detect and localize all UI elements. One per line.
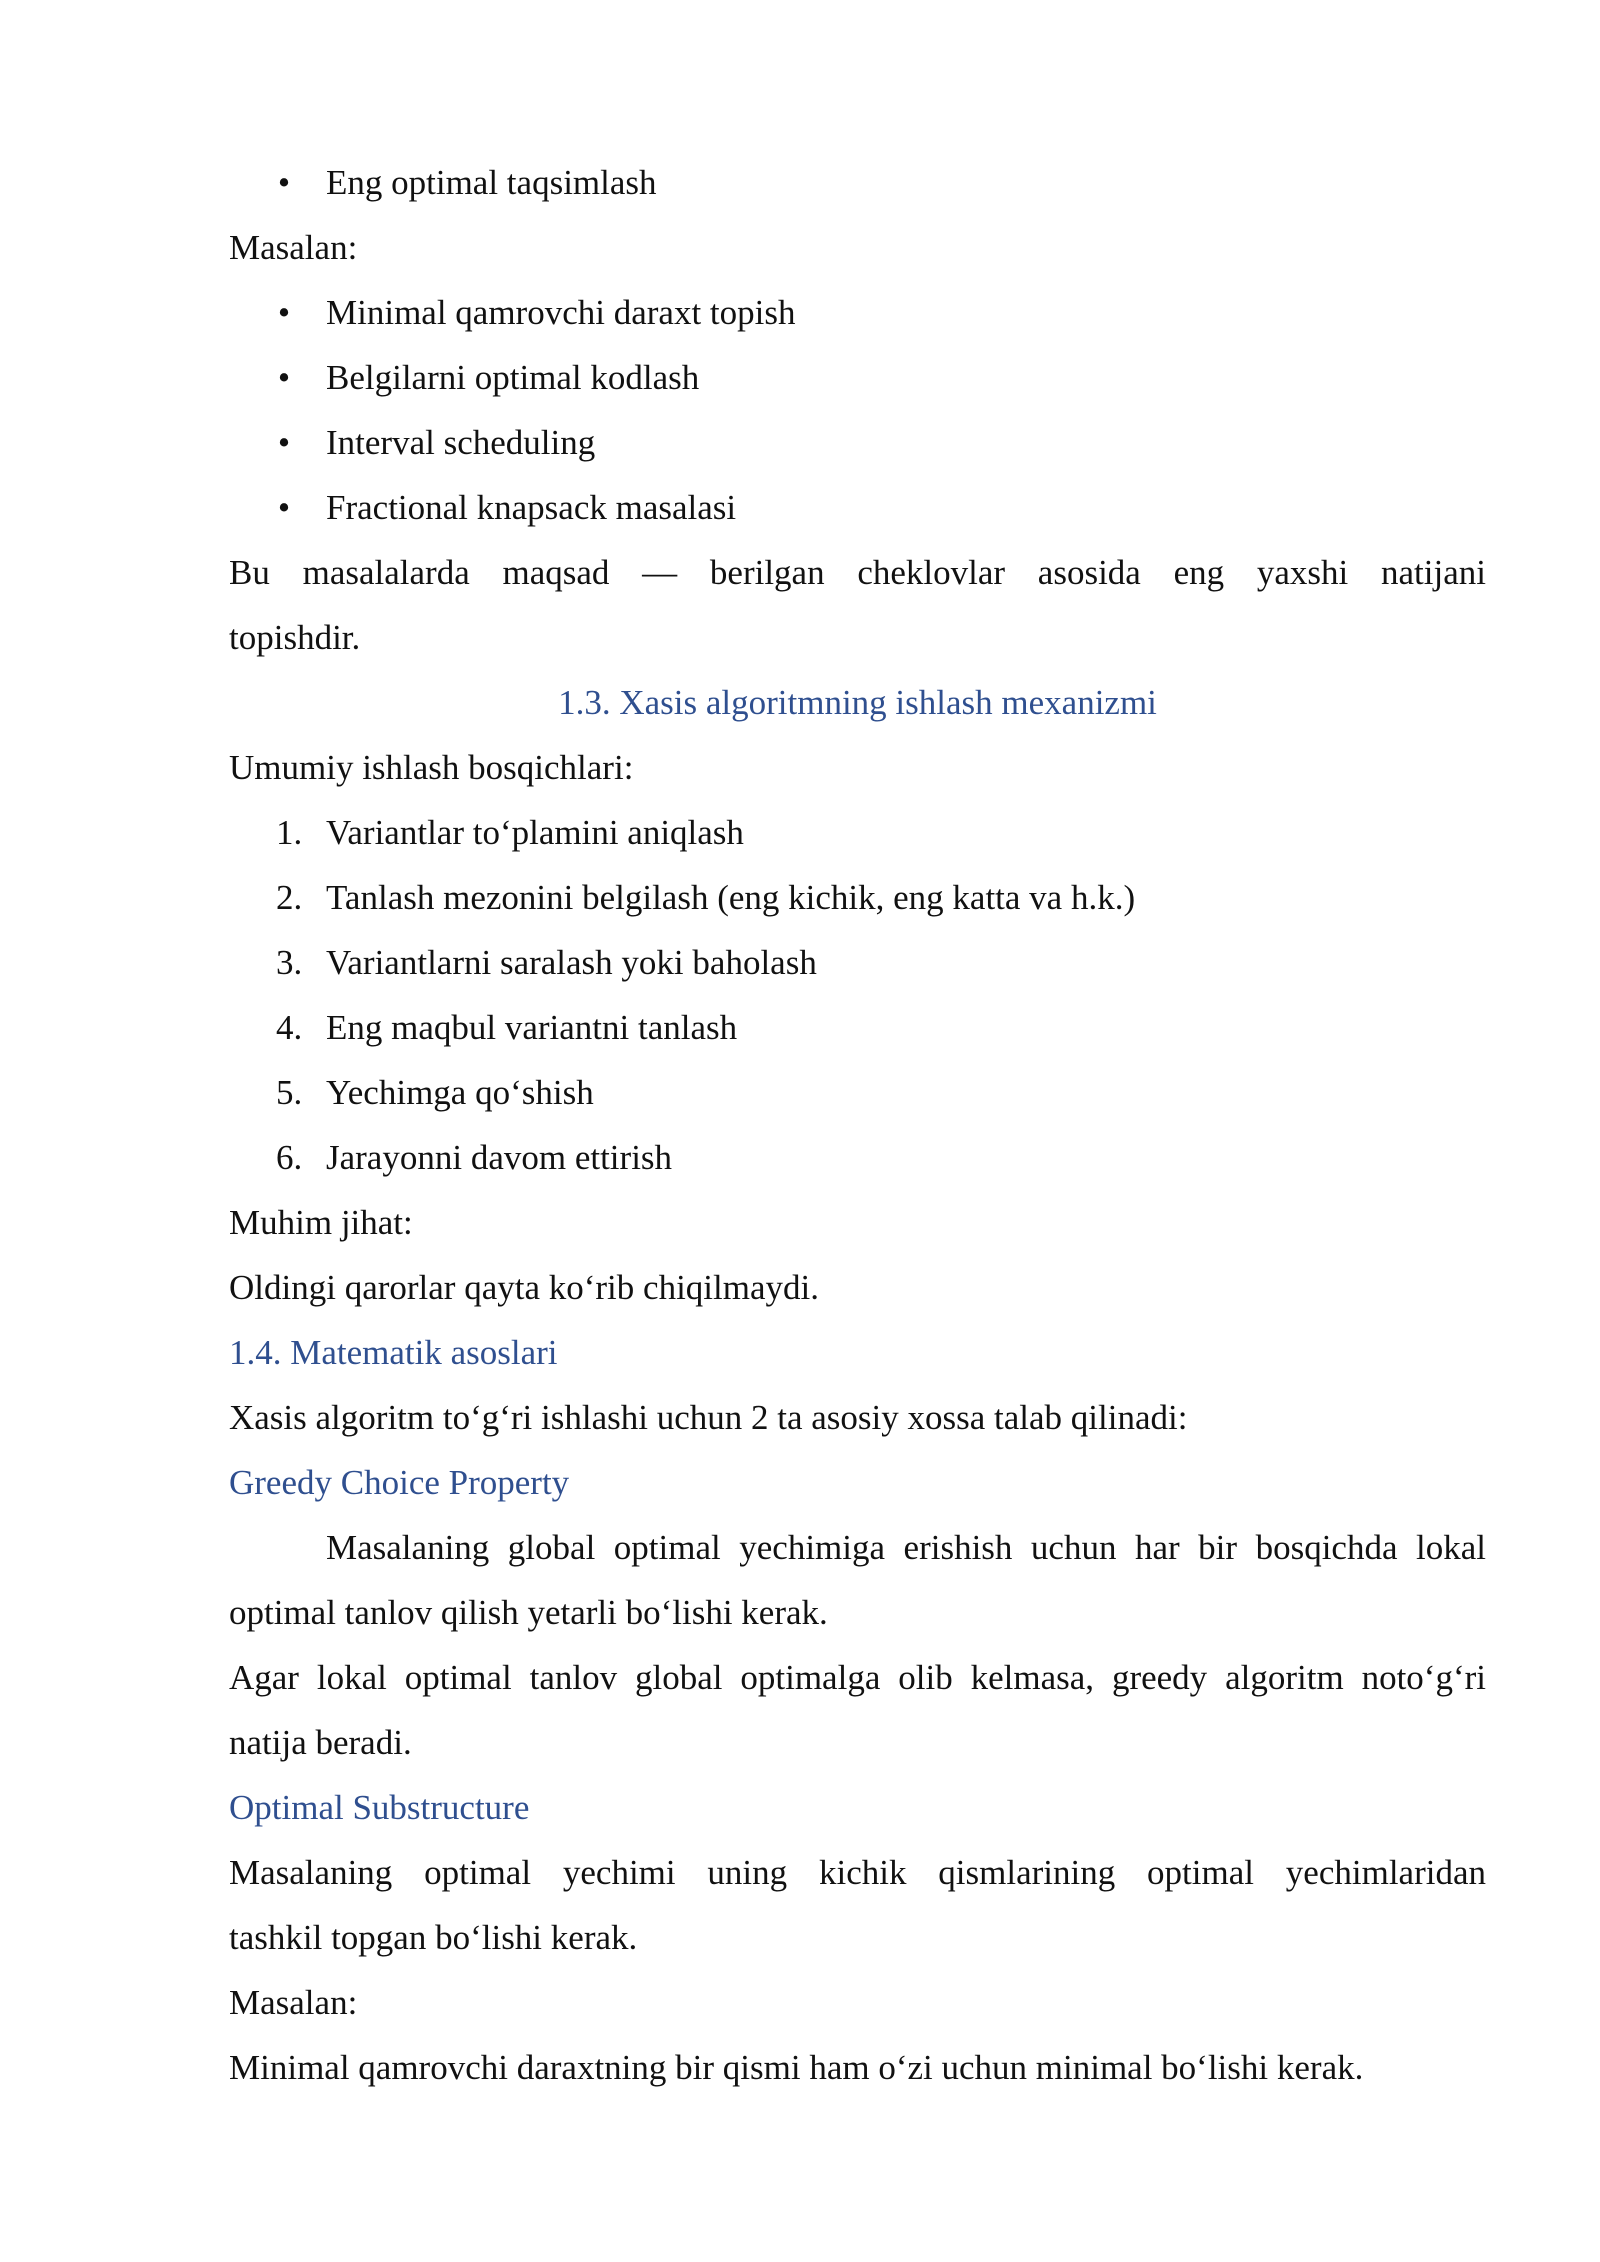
item-number: 5. <box>276 1073 303 1112</box>
item-number: 1. <box>276 813 303 852</box>
item-number: 3. <box>276 943 303 982</box>
list-item-text: Fractional knapsack masalasi <box>326 488 737 527</box>
item-number: 2. <box>276 878 303 917</box>
item-text: Tanlash mezonini belgilash (eng kichik, eng katta va h.k.) <box>326 878 1136 917</box>
subheading-optimal-substructure: Optimal Substructure <box>229 1788 530 1827</box>
list-item-text: Belgilarni optimal kodlash <box>326 358 700 397</box>
subheading-greedy-choice: Greedy Choice Property <box>229 1463 570 1502</box>
paragraph-greedy-line-1: Masalaning global optimal yechimiga erishish uchun har bir bosqichda lokal <box>326 1528 1486 1567</box>
item-text: Yechimga qo‘shish <box>326 1073 594 1112</box>
item-number: 6. <box>276 1138 303 1177</box>
paragraph-greedy-warn-1: Agar lokal optimal tanlov global optimalga olib kelmasa, greedy algoritm noto‘g‘ri <box>229 1658 1486 1697</box>
paragraph-masalan-2: Masalan: <box>229 1983 358 2022</box>
paragraph-important-label: Muhim jihat: <box>229 1203 413 1242</box>
item-number: 4. <box>276 1008 303 1047</box>
list-item <box>229 475 1486 540</box>
paragraph-greedy-warn-2: natija beradi. <box>229 1723 412 1762</box>
list-item-text: Interval scheduling <box>326 423 596 462</box>
bullet-icon: • <box>277 163 291 202</box>
list-item-text: Minimal qamrovchi daraxt topish <box>326 293 796 332</box>
paragraph-example-text: Minimal qamrovchi daraxtning bir qismi ham o‘zi uchun minimal bo‘lishi kerak. <box>229 2048 1364 2087</box>
paragraph-goal-line-1: Bu masalalarda maqsad — berilgan cheklovlar asosida eng yaxshi natijani <box>229 553 1486 592</box>
list-item <box>229 345 1486 410</box>
section-heading-1-3: 1.3. Xasis algoritmning ishlash mexanizmi <box>558 683 1157 722</box>
numbered-item <box>229 930 1486 995</box>
numbered-item <box>229 995 1486 1060</box>
paragraph-greedy-line-2: optimal tanlov qilish yetarli bo‘lishi kerak. <box>229 1593 828 1632</box>
numbered-item <box>229 1060 1486 1125</box>
paragraph-masalan: Masalan: <box>229 228 358 267</box>
paragraph-optimal-line-1: Masalaning optimal yechimi uning kichik qismlarining optimal yechimlaridan <box>229 1853 1486 1892</box>
paragraph-optimal-line-2: tashkil topgan bo‘lishi kerak. <box>229 1918 638 1957</box>
bullet-icon: • <box>277 293 291 332</box>
numbered-item <box>229 1125 1486 1190</box>
list-item <box>229 150 1486 215</box>
item-text: Variantlar to‘plamini aniqlash <box>326 813 744 852</box>
bullet-icon: • <box>277 358 291 397</box>
list-item-text: Eng optimal taqsimlash <box>326 163 657 202</box>
bullet-icon: • <box>277 423 291 462</box>
list-item <box>229 280 1486 345</box>
numbered-item <box>229 865 1486 930</box>
paragraph-steps-title: Umumiy ishlash bosqichlari: <box>229 748 634 787</box>
paragraph-goal-line-2: topishdir. <box>229 618 361 657</box>
item-text: Variantlarni saralash yoki baholash <box>326 943 817 982</box>
paragraph-important-text: Oldingi qarorlar qayta ko‘rib chiqilmaydi. <box>229 1268 819 1307</box>
item-text: Eng maqbul variantni tanlash <box>326 1008 738 1047</box>
item-text: Jarayonni davom ettirish <box>326 1138 673 1177</box>
numbered-item <box>229 800 1486 865</box>
section-heading-1-4: 1.4. Matematik asoslari <box>229 1333 558 1372</box>
bullet-icon: • <box>277 488 291 527</box>
list-item <box>229 410 1486 475</box>
document-page <box>229 150 1486 2100</box>
paragraph-properties-intro: Xasis algoritm to‘g‘ri ishlashi uchun 2 ta asosiy xossa talab qilinadi: <box>229 1398 1188 1437</box>
